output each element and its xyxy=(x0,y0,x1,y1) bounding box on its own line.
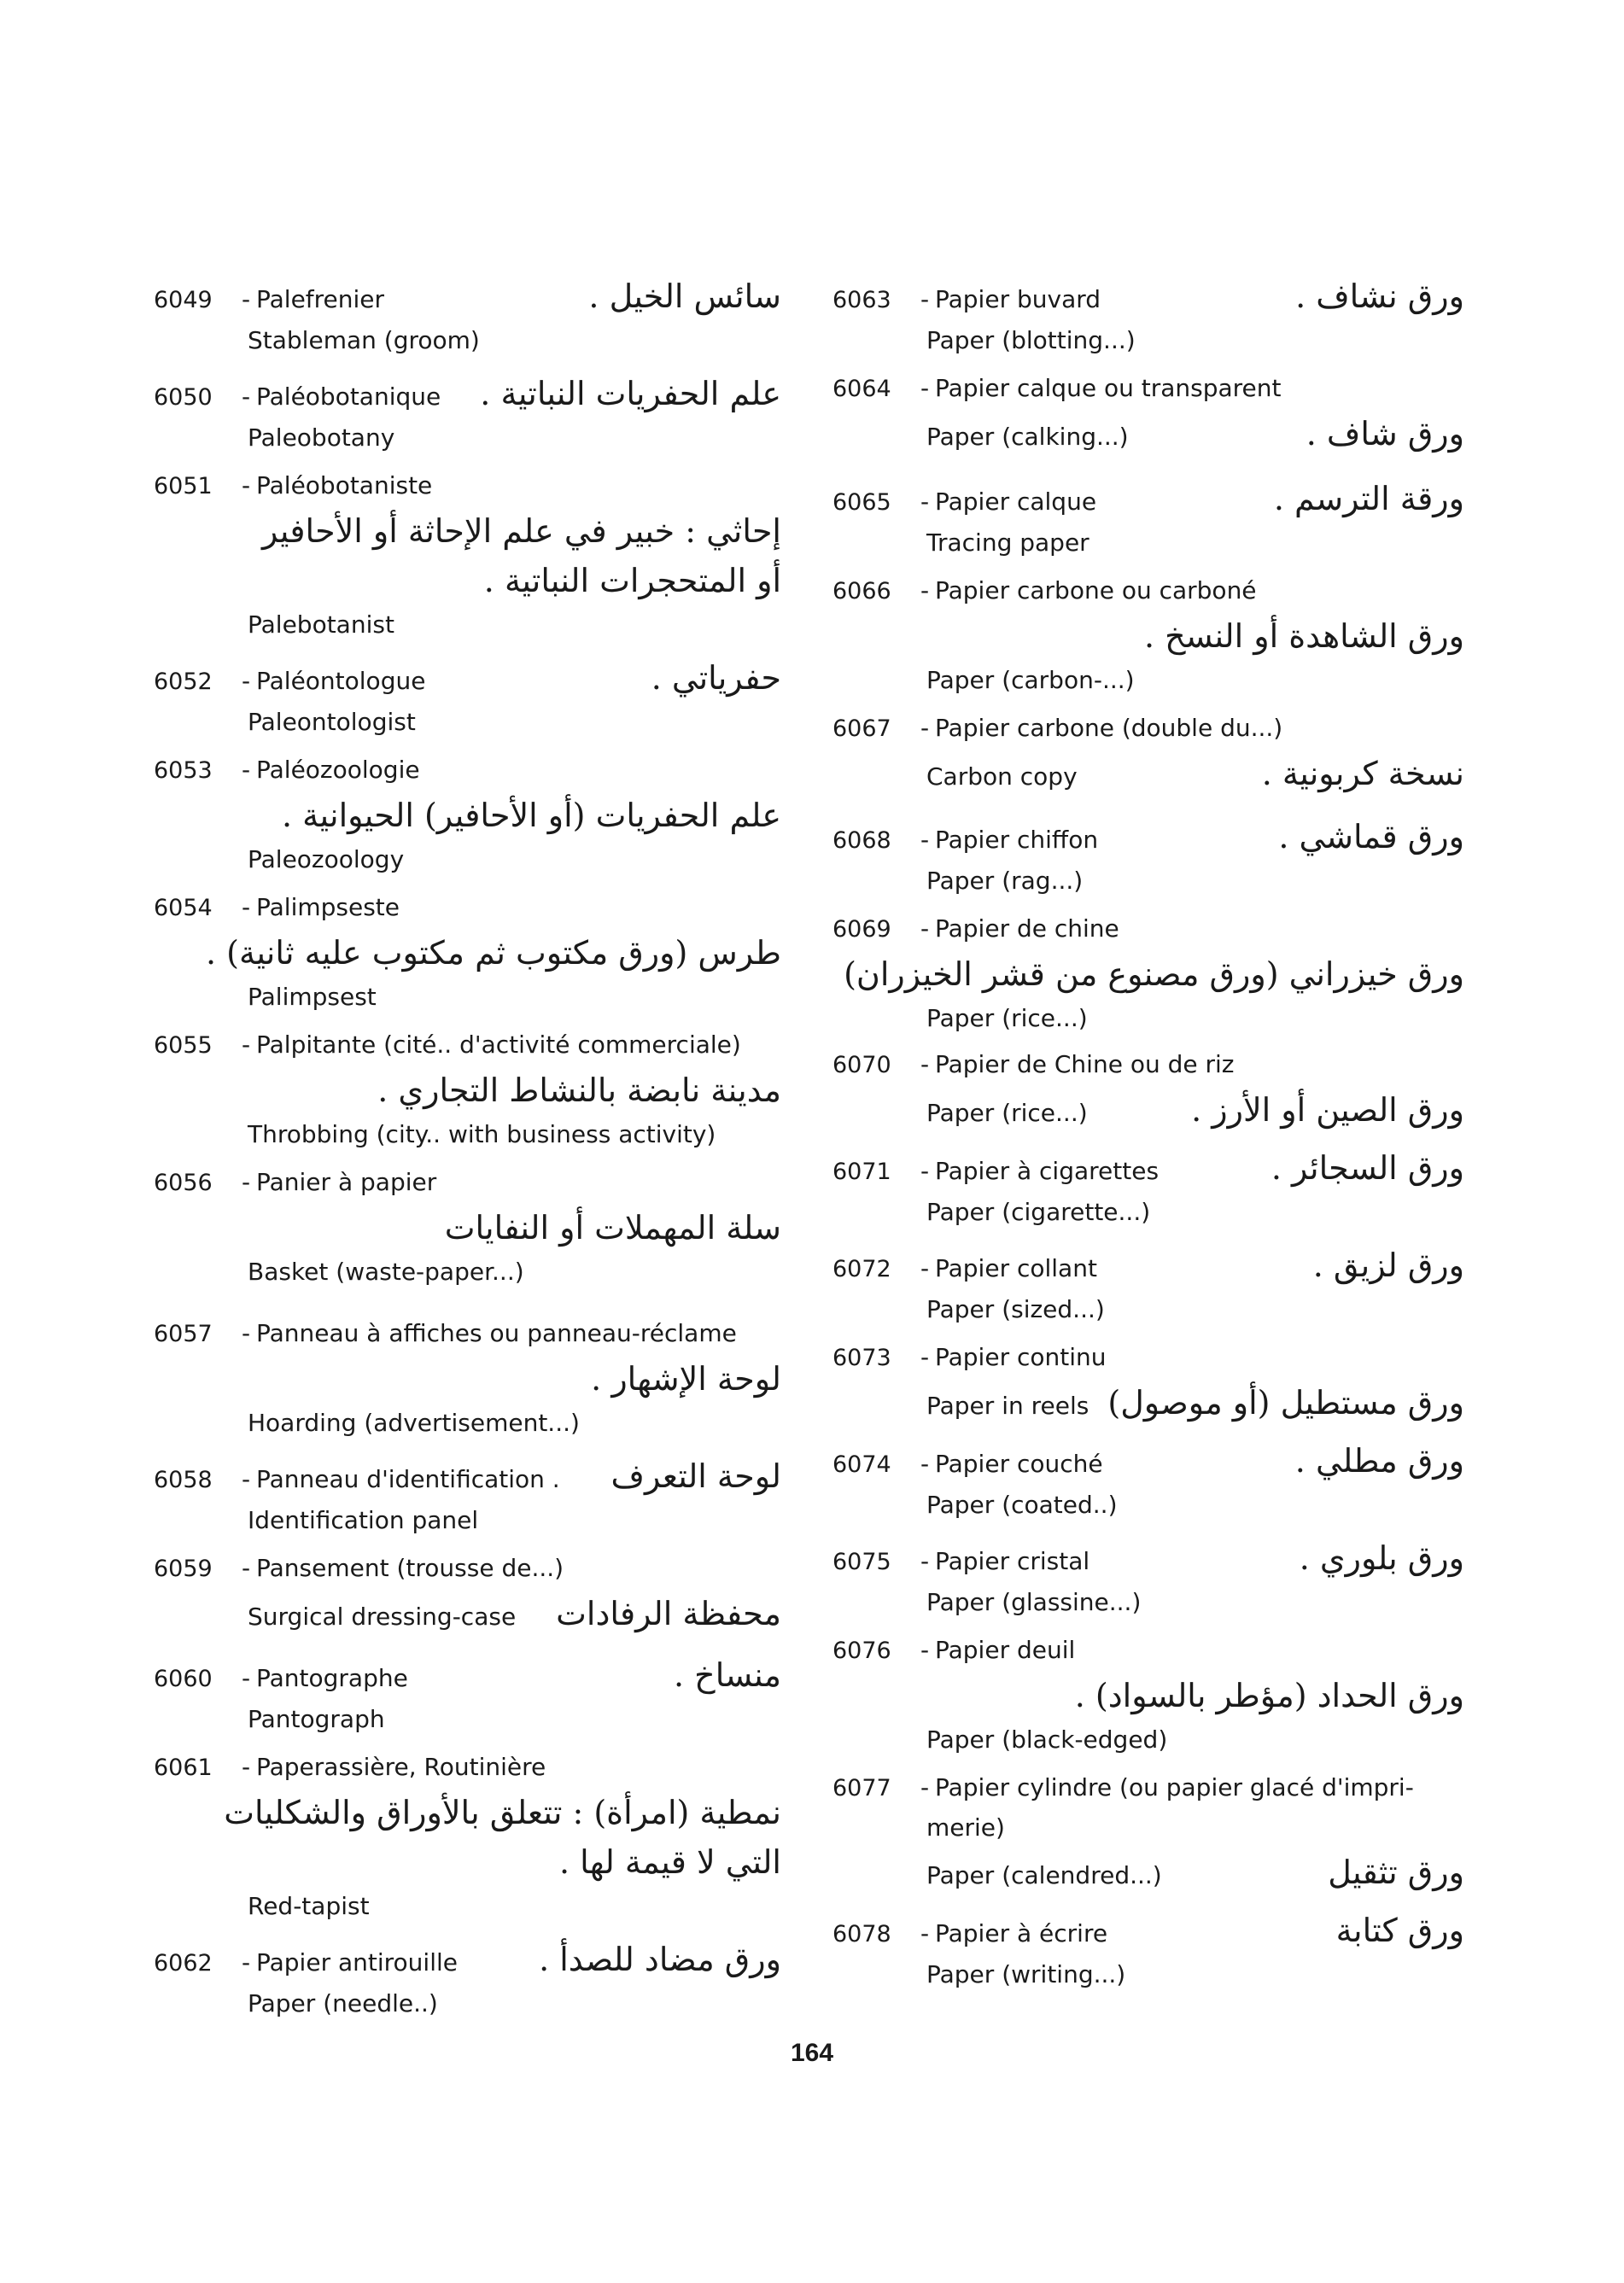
entry-headline xyxy=(832,1533,1464,1583)
dictionary-entry xyxy=(832,1436,1464,1525)
english-term: Paper (calking...) xyxy=(926,423,1129,451)
entry-dash: - xyxy=(241,1554,251,1582)
english-translation-line xyxy=(832,1583,1464,1622)
arabic-definition-line: نمطية (امرأة) : تتعلق بالأوراق والشكليات xyxy=(224,1794,781,1831)
arabic-definition-line: مدينة نابضة بالنشاط التجاري . xyxy=(377,1071,781,1109)
entry-headword-group xyxy=(832,909,1119,949)
entry-dash: - xyxy=(920,488,930,516)
english-term: Paper (rice...) xyxy=(926,1004,1088,1032)
english-term: Paper (carbon-...) xyxy=(926,666,1135,694)
french-term: Papier de chine xyxy=(935,914,1119,943)
entry-headline xyxy=(154,1163,781,1203)
arabic-term: ورق شاف . xyxy=(1306,415,1464,453)
english-term: Basket (waste-paper...) xyxy=(248,1258,524,1286)
arabic-term: ورق لزيق . xyxy=(1312,1247,1464,1284)
entry-headline xyxy=(154,1549,781,1589)
french-term: Papier deuil xyxy=(935,1636,1076,1664)
entry-number: 6055 xyxy=(154,1032,213,1059)
english-translation-line xyxy=(154,1887,781,1926)
english-translation-line xyxy=(832,523,1464,563)
english-term: Surgical dressing-case xyxy=(248,1603,517,1631)
dictionary-entry xyxy=(154,1935,781,2023)
entry-headword-group xyxy=(154,466,432,506)
entry-headline xyxy=(832,1631,1464,1671)
entry-headline xyxy=(154,1451,781,1501)
entry-headword-group xyxy=(832,571,1257,611)
entry-dash: - xyxy=(241,471,251,499)
english-translation-line xyxy=(154,840,781,879)
french-term: Papier collant xyxy=(935,1254,1097,1282)
french-term: Pansement (trousse de...) xyxy=(256,1554,564,1582)
french-term: Palefrenier xyxy=(256,285,385,313)
arabic-definition-line: طرس (ورق مكتوب ثم مكتوب عليه ثانية) . xyxy=(205,934,781,972)
english-translation-line xyxy=(832,999,1464,1038)
entry-headword-group xyxy=(832,1249,1097,1289)
dictionary-entry xyxy=(154,1650,781,1739)
dictionary-entry xyxy=(154,1025,781,1154)
french-term: Papier continu xyxy=(935,1343,1107,1371)
arabic-term: نسخة كربونية . xyxy=(1261,755,1464,792)
french-term: Papier à écrire xyxy=(935,1919,1108,1947)
entry-number: 6078 xyxy=(832,1921,891,1947)
english-term: Palebotanist xyxy=(248,610,394,639)
arabic-definition-line: سلة المهملات أو النفايات xyxy=(444,1209,781,1247)
french-term: Papier cristal xyxy=(935,1547,1090,1575)
dictionary-entry xyxy=(154,653,781,742)
french-term: Pantographe xyxy=(256,1664,408,1692)
arabic-term: ورق الصين أو الأرز . xyxy=(1191,1091,1464,1129)
entry-headline xyxy=(832,1143,1464,1193)
entry-headword-group xyxy=(832,820,1098,861)
entry-number: 6050 xyxy=(154,384,213,411)
arabic-term: ورق مستطيل (أو موصول) xyxy=(1107,1384,1464,1422)
dictionary-entry xyxy=(832,909,1464,1038)
entry-headword-group xyxy=(832,280,1101,320)
entry-headline xyxy=(154,1748,781,1788)
dictionary-entry xyxy=(832,709,1464,798)
entry-number: 6076 xyxy=(832,1638,891,1664)
english-translation-line xyxy=(832,321,1464,360)
entry-headword-group xyxy=(154,280,384,320)
dictionary-entry xyxy=(154,1314,781,1443)
entry-dash: - xyxy=(241,1664,251,1692)
english-term: Paper (rice...) xyxy=(926,1099,1088,1127)
dictionary-entry xyxy=(832,1768,1464,1897)
entry-number: 6056 xyxy=(154,1170,213,1196)
english-term: Paper (needle..) xyxy=(248,1989,438,2017)
entry-number: 6074 xyxy=(832,1451,891,1478)
entry-headword-group xyxy=(154,377,441,417)
english-translation-line xyxy=(154,1589,781,1638)
english-translation-line xyxy=(154,605,781,645)
entry-headword-group xyxy=(154,1314,737,1354)
english-term: Paleozoology xyxy=(248,845,405,873)
entry-headword-group xyxy=(154,1163,436,1203)
entry-headword-group xyxy=(154,1549,564,1589)
dictionary-entry xyxy=(154,1748,781,1926)
english-translation-line xyxy=(832,861,1464,901)
english-term: Pantograph xyxy=(248,1705,385,1733)
french-term: Panneau à affiches ou panneau-réclame xyxy=(256,1319,737,1347)
english-term: Tracing paper xyxy=(926,528,1089,557)
dictionary-entry xyxy=(832,1533,1464,1622)
french-term: Palpitante (cité.. d'activité commerciale) xyxy=(256,1031,741,1059)
entry-headline xyxy=(154,1025,781,1066)
entry-headline xyxy=(154,369,781,418)
dictionary-entry xyxy=(832,1338,1464,1428)
right-column xyxy=(832,272,1464,2003)
entry-dash: - xyxy=(241,893,251,921)
french-term: Paperassière, Routinière xyxy=(256,1753,546,1781)
english-term: Paper in reels xyxy=(926,1392,1089,1420)
arabic-term: لوحة التعرف xyxy=(610,1457,781,1495)
entry-dash: - xyxy=(241,285,251,313)
entry-headline xyxy=(832,812,1464,861)
french-term: Papier à cigarettes xyxy=(935,1157,1160,1185)
entry-number: 6049 xyxy=(154,287,213,313)
arabic-term: ورق نشاف . xyxy=(1295,277,1464,315)
entry-headword-group xyxy=(832,1445,1103,1485)
english-term: Hoarding (advertisement...) xyxy=(248,1409,580,1437)
entry-dash: - xyxy=(920,285,930,313)
entry-headline xyxy=(154,466,781,506)
entry-number: 6067 xyxy=(832,715,891,742)
english-translation-line xyxy=(832,1848,1464,1897)
arabic-term: محفظة الرفادات xyxy=(556,1595,781,1632)
entry-headword-group xyxy=(154,888,400,928)
english-translation-line xyxy=(154,1252,781,1292)
entry-headword-group xyxy=(832,1631,1075,1671)
entry-headword-group xyxy=(832,1542,1089,1582)
dictionary-entry xyxy=(832,812,1464,901)
entry-headline xyxy=(832,272,1464,321)
arabic-definition-line: علم الحفريات (أو الأحافير) الحيوانية . xyxy=(282,797,781,834)
entry-number: 6052 xyxy=(154,669,213,695)
english-translation-line xyxy=(832,1378,1464,1428)
entry-headline xyxy=(832,1241,1464,1290)
english-translation-line xyxy=(154,1501,781,1540)
english-translation-line xyxy=(154,703,781,742)
entry-dash: - xyxy=(920,374,930,402)
entry-headline xyxy=(832,369,1464,409)
entry-number: 6077 xyxy=(832,1775,891,1801)
entry-number: 6073 xyxy=(832,1345,891,1371)
entry-dash: - xyxy=(920,1919,930,1947)
entry-number: 6072 xyxy=(832,1256,891,1282)
entry-number: 6062 xyxy=(154,1950,213,1976)
entry-number: 6051 xyxy=(154,473,213,499)
english-translation-line xyxy=(154,418,781,458)
arabic-term: علم الحفريات النباتية . xyxy=(480,375,781,412)
entry-headline xyxy=(832,709,1464,749)
entry-headword-group xyxy=(154,750,420,791)
english-term: Palimpsest xyxy=(248,983,377,1011)
dictionary-entry xyxy=(154,1451,781,1540)
entry-number: 6063 xyxy=(832,287,891,313)
entry-dash: - xyxy=(241,1168,251,1196)
entry-headline xyxy=(832,474,1464,523)
french-term: Papier couché xyxy=(935,1450,1103,1478)
entry-dash: - xyxy=(920,1636,930,1664)
dictionary-entry xyxy=(832,1241,1464,1329)
entry-dash: - xyxy=(920,714,930,742)
entry-dash: - xyxy=(920,1547,930,1575)
entry-dash: - xyxy=(920,1254,930,1282)
english-translation-line xyxy=(832,1955,1464,1994)
entry-number: 6057 xyxy=(154,1321,213,1347)
arabic-definition-line: إحاثي : خبير في علم الإحاثة أو الأحافير xyxy=(261,512,781,550)
dictionary-entry xyxy=(154,466,781,645)
dictionary-entry xyxy=(154,750,781,879)
french-term: Paléobotanique xyxy=(256,382,441,411)
entry-number: 6065 xyxy=(832,489,891,516)
english-translation-line xyxy=(832,1085,1464,1135)
entry-headline xyxy=(832,1906,1464,1955)
entry-number: 6061 xyxy=(154,1755,213,1781)
dictionary-entry xyxy=(154,272,781,360)
entry-headline xyxy=(832,571,1464,611)
entry-dash: - xyxy=(241,1948,251,1976)
english-term: Paper (rag...) xyxy=(926,867,1084,895)
entry-headword-group xyxy=(154,1659,408,1699)
english-translation-line xyxy=(154,1404,781,1443)
arabic-term: ورق مطلي . xyxy=(1294,1442,1464,1480)
entry-dash: - xyxy=(241,1319,251,1347)
entry-headline xyxy=(154,1314,781,1354)
dictionary-entry xyxy=(154,369,781,458)
english-term: Identification panel xyxy=(248,1506,479,1534)
entry-headword-group xyxy=(154,662,425,702)
english-term: Throbbing (city.. with business activity) xyxy=(248,1120,716,1148)
french-term: Palimpseste xyxy=(256,893,400,921)
english-translation-line xyxy=(154,978,781,1017)
french-term: Paléobotaniste xyxy=(256,471,433,499)
entry-headline xyxy=(154,1650,781,1700)
entry-dash: - xyxy=(241,667,251,695)
dictionary-entry xyxy=(832,1045,1464,1135)
english-translation-line xyxy=(154,1700,781,1739)
arabic-definition-line: أو المتحجرات النباتية . xyxy=(483,562,781,599)
english-translation-line xyxy=(832,409,1464,458)
entry-headline xyxy=(154,653,781,703)
french-term: Papier carbone ou carboné xyxy=(935,576,1257,604)
arabic-term: ورق بلوري . xyxy=(1299,1539,1464,1577)
entry-dash: - xyxy=(920,1157,930,1185)
english-term: Carbon copy xyxy=(926,762,1078,791)
entry-dash: - xyxy=(920,1343,930,1371)
entry-number: 6070 xyxy=(832,1052,891,1078)
entry-headline xyxy=(832,909,1464,949)
entry-dash: - xyxy=(920,1050,930,1078)
english-term: Red-tapist xyxy=(248,1892,370,1920)
entry-headline xyxy=(832,1436,1464,1486)
english-term: Paper (blotting...) xyxy=(926,326,1136,354)
entry-headword-group xyxy=(154,1025,741,1066)
entry-number: 6066 xyxy=(832,578,891,604)
page-number: 164 xyxy=(790,2039,834,2067)
entry-dash: - xyxy=(920,1450,930,1478)
english-term: Paper (writing...) xyxy=(926,1960,1126,1988)
entry-number: 6053 xyxy=(154,757,213,784)
entry-headword-group xyxy=(832,369,1282,409)
arabic-definition-line: ورق الشاهدة أو النسخ . xyxy=(1143,617,1464,655)
english-translation-line xyxy=(154,321,781,360)
arabic-term: ورق السجائر . xyxy=(1271,1149,1464,1187)
dictionary-entry xyxy=(832,1906,1464,1994)
entry-number: 6069 xyxy=(832,916,891,943)
entry-headline xyxy=(832,1768,1464,1808)
english-translation-line xyxy=(832,1486,1464,1525)
left-column xyxy=(154,272,781,2032)
entry-dash: - xyxy=(241,1465,251,1493)
french-term: Papier calque xyxy=(935,488,1097,516)
french-term: Papier buvard xyxy=(935,285,1101,313)
english-term: Paper (glassine...) xyxy=(926,1588,1142,1616)
entry-number: 6058 xyxy=(154,1467,213,1493)
arabic-term: ورق تثقيل xyxy=(1328,1854,1464,1891)
entry-headline xyxy=(832,1338,1464,1378)
arabic-definition-line: لوحة الإشهار . xyxy=(591,1360,781,1398)
english-translation-line xyxy=(832,1720,1464,1760)
entry-dash: - xyxy=(920,914,930,943)
entry-headline xyxy=(154,888,781,928)
english-translation-line xyxy=(832,749,1464,798)
french-term: Papier de Chine ou de riz xyxy=(935,1050,1235,1078)
entry-dash: - xyxy=(241,1031,251,1059)
arabic-definition-line: ورق الحداد (مؤطر بالسواد) . xyxy=(1074,1677,1464,1714)
entry-dash: - xyxy=(920,826,930,854)
entry-dash: - xyxy=(920,1773,930,1801)
arabic-term: سائس الخيل . xyxy=(588,277,781,315)
english-term: Paleontologist xyxy=(248,708,416,736)
entry-number: 6071 xyxy=(832,1159,891,1185)
english-translation-line xyxy=(832,1290,1464,1329)
arabic-term: منساخ . xyxy=(674,1656,781,1694)
arabic-term: ورق قماشي . xyxy=(1278,818,1464,855)
english-term: Stableman (groom) xyxy=(248,326,480,354)
entry-number: 6054 xyxy=(154,895,213,921)
dictionary-entry xyxy=(832,369,1464,458)
entry-headword-group xyxy=(832,1045,1235,1085)
entry-number: 6068 xyxy=(832,827,891,854)
arabic-definition-line: التي لا قيمة لها . xyxy=(559,1843,781,1881)
arabic-term: ورق كتابة xyxy=(1335,1912,1464,1949)
arabic-definition-line: ورق خيزراني (ورق مصنوع من قشر الخيزران) xyxy=(844,955,1464,993)
french-term: Papier cylindre (ou papier glacé d'impri- xyxy=(935,1773,1414,1801)
english-term: Paleobotany xyxy=(248,423,395,452)
entry-headword-group xyxy=(154,1943,458,1983)
english-term: Paper (coated..) xyxy=(926,1491,1118,1519)
french-term: Papier chiffon xyxy=(935,826,1099,854)
french-term: Papier antirouille xyxy=(256,1948,458,1976)
entry-headword-group xyxy=(832,1768,1414,1808)
entry-number: 6064 xyxy=(832,376,891,402)
french-term: Papier carbone (double du...) xyxy=(935,714,1283,742)
entry-number: 6059 xyxy=(154,1556,213,1582)
french-term-continuation: merie) xyxy=(926,1813,1005,1842)
entry-headline xyxy=(832,1045,1464,1085)
entry-headword-group xyxy=(832,709,1282,749)
english-term: Paper (sized...) xyxy=(926,1295,1105,1323)
entry-headline xyxy=(154,750,781,791)
english-term: Paper (calendred...) xyxy=(926,1861,1162,1889)
english-term: Paper (black-edged) xyxy=(926,1725,1168,1754)
entry-headword-group xyxy=(832,1914,1107,1954)
french-term: Paléontologue xyxy=(256,667,426,695)
french-term: Panneau d'identification . xyxy=(256,1465,560,1493)
dictionary-entry xyxy=(154,888,781,1017)
arabic-term: ورقة الترسم . xyxy=(1273,480,1464,517)
english-translation-line xyxy=(154,1984,781,2023)
entry-number: 6060 xyxy=(154,1666,213,1692)
arabic-term: حفرياتي . xyxy=(651,659,781,697)
entry-number: 6075 xyxy=(832,1549,891,1575)
entry-headword-group xyxy=(832,1338,1107,1378)
entry-dash: - xyxy=(241,756,251,784)
english-translation-line xyxy=(154,1115,781,1154)
dictionary-entry xyxy=(154,1163,781,1292)
dictionary-entry xyxy=(832,571,1464,700)
french-term: Paléozoologie xyxy=(256,756,420,784)
entry-dash: - xyxy=(241,1753,251,1781)
dictionary-entry xyxy=(154,1549,781,1638)
entry-headword-group xyxy=(832,482,1096,523)
french-term: Papier calque ou transparent xyxy=(935,374,1282,402)
english-translation-line xyxy=(832,1193,1464,1232)
english-term: Paper (cigarette...) xyxy=(926,1198,1151,1226)
entry-headword-group xyxy=(154,1460,560,1500)
entry-headline xyxy=(154,1935,781,1984)
entry-dash: - xyxy=(241,382,251,411)
english-translation-line xyxy=(832,661,1464,700)
arabic-term: ورق مضاد للصدأ . xyxy=(539,1941,781,1978)
dictionary-entry xyxy=(832,272,1464,360)
entry-headword-group xyxy=(154,1748,546,1788)
dictionary-entry xyxy=(832,1143,1464,1232)
dictionary-entry xyxy=(832,474,1464,563)
french-term: Panier à papier xyxy=(256,1168,437,1196)
entry-headline xyxy=(154,272,781,321)
entry-headword-group xyxy=(832,1152,1159,1192)
entry-dash: - xyxy=(920,576,930,604)
dictionary-entry xyxy=(832,1631,1464,1760)
